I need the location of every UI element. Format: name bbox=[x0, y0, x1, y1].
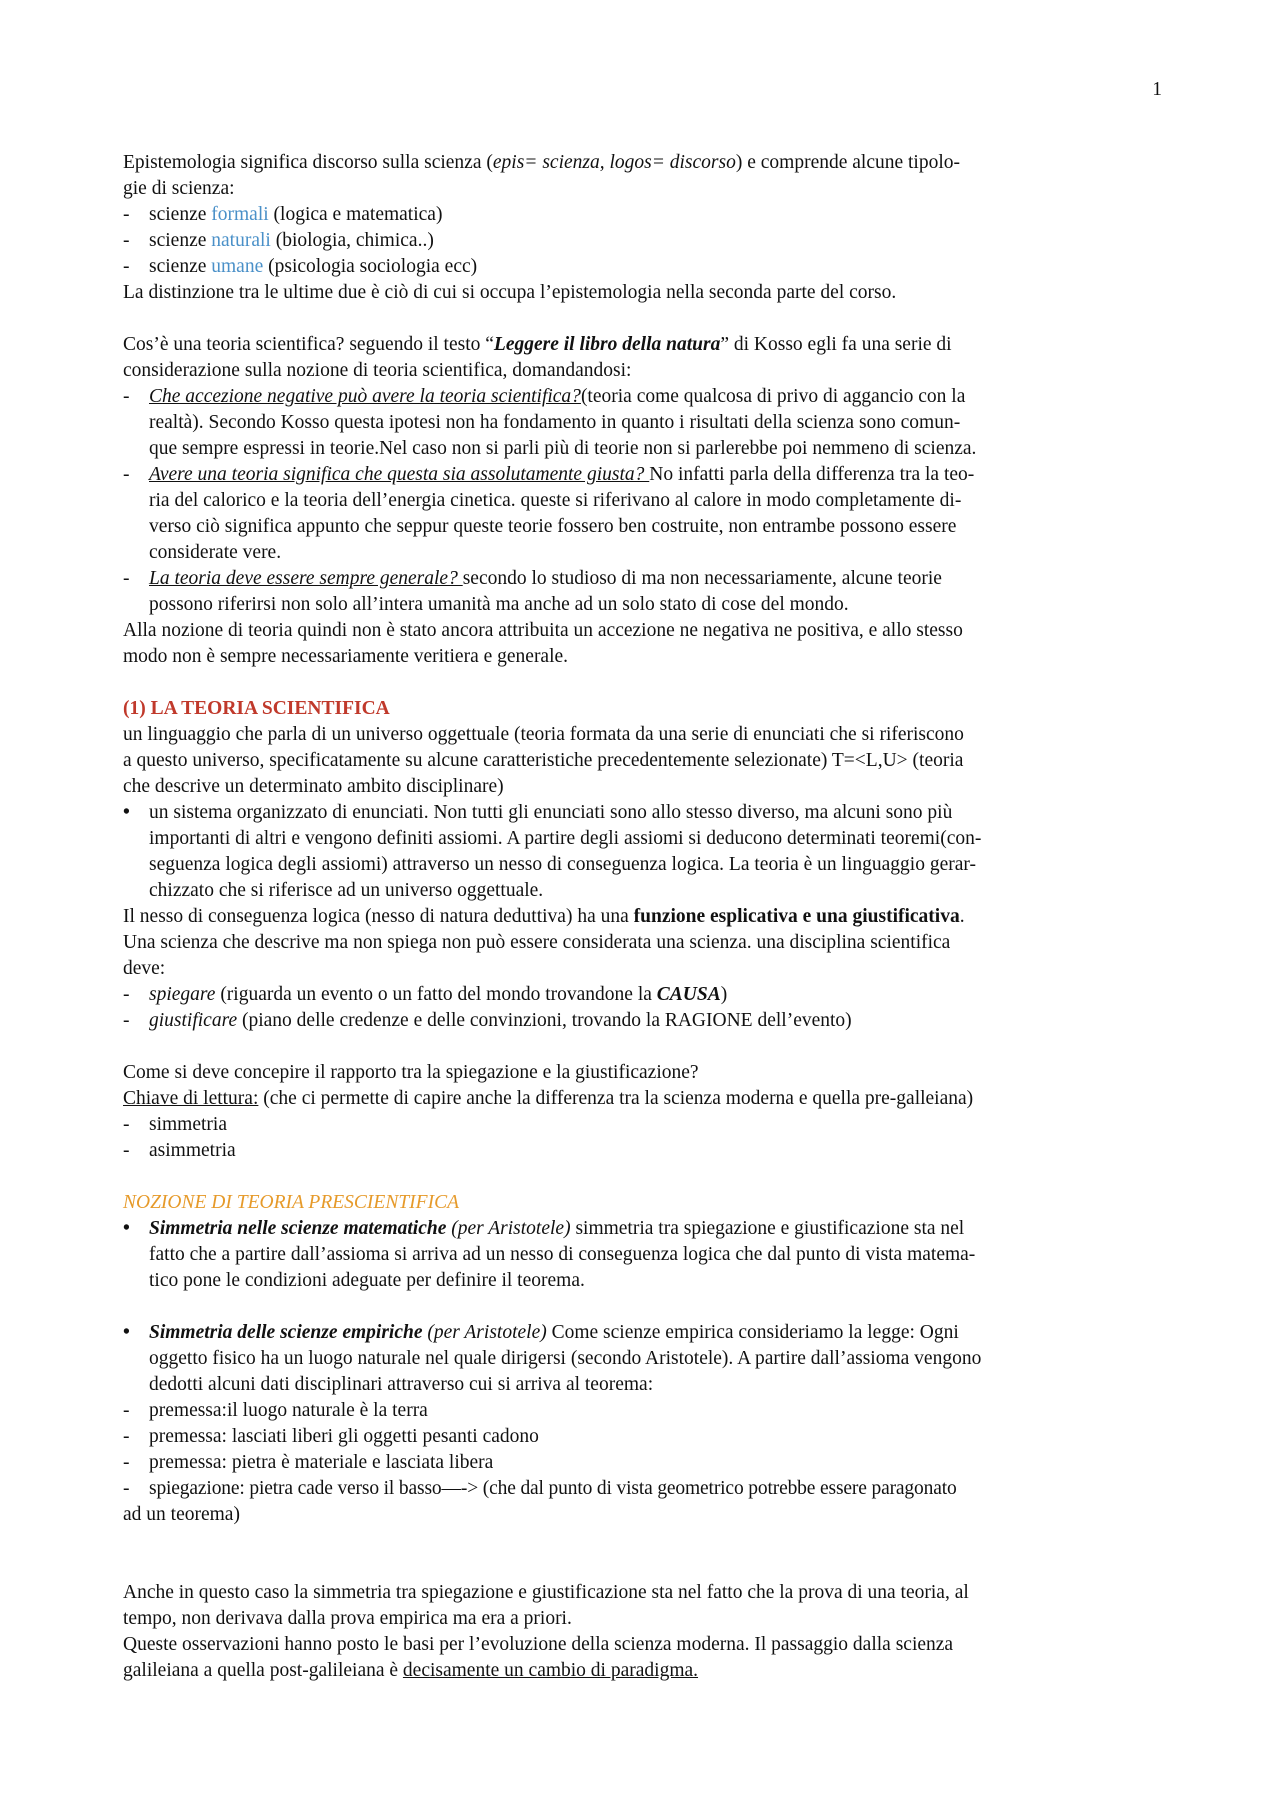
bold-phrase: funzione esplicativa e una giustificativa bbox=[633, 906, 960, 927]
list-item: - simmetria bbox=[123, 1112, 1168, 1138]
list-item-kind: - scienze umane (psicologia sociologia ecc) bbox=[123, 254, 1168, 280]
list-item-giustificare: - giustificare (piano delle credenze e delle convinzioni, trovando la RAGIONE dell’evento) bbox=[123, 1008, 1168, 1034]
rapporto-question: Come si deve concepire il rapporto tra la spiegazione e la giustificazione? bbox=[123, 1062, 699, 1083]
bullet-item: • Simmetria nelle scienze matematiche (per Aristotele) simmetria tra spiegazione e giustificazione sta nel fatto che a partire dall’assioma si arriva ad un nesso di conseguenza logica che dal punto di vista matema- tico pone le condizioni adeguate per definire il teorema. bbox=[123, 1216, 1168, 1294]
nesso-line: Il nesso di conseguenza logica (nesso di natura deduttiva) ha una funzione esplicativa e una giustificativa. bbox=[123, 906, 965, 927]
etymology-italic: epis= scienza, logos= discorso bbox=[492, 152, 736, 173]
question-text: La teoria deve essere sempre generale? bbox=[149, 568, 463, 589]
kosso-line-2: considerazione sulla nozione di teoria scientifica, domandandosi: bbox=[123, 360, 632, 381]
question-text: Che accezione negative può avere la teoria scientifica? bbox=[149, 386, 581, 407]
section-heading-prescientifica: NOZIONE DI TEORIA PRESCIENTIFICA bbox=[123, 1192, 459, 1213]
list-item-kind: - scienze formali (logica e matematica) bbox=[123, 202, 1168, 228]
list-item-spiegare: - spiegare (riguarda un evento o un fatto del mondo trovandone la CAUSA) bbox=[123, 982, 1168, 1008]
chiave-line: Chiave di lettura: (che ci permette di capire anche la differenza tra la scienza moderna e quella pre-galleiana) bbox=[123, 1088, 974, 1109]
spiegazione-cont: ad un teorema) bbox=[123, 1504, 240, 1525]
question-item: - Avere una teoria significa che questa sia assolutamente giusta? No infatti parla della differenza tra la teo- ria del calorico e la teoria dell’energia cinetica. queste si riferivano al calore in modo completamente di- verso ciò significa appunto che seppur queste teorie fossero ben costruite, non entrambe possono essere considerate vere. bbox=[123, 462, 1168, 566]
question-item: - Che accezione negative può avere la teoria scientifica?(teoria come qualcosa di privo di aggancio con la realtà). Secondo Kosso questa ipotesi non ha fondamento in quanto i risultati della scienza sono comun- que sempre espressi in teorie.Nel caso non si parli più di teorie non si parlerebbe poi nemmeno di scienza. bbox=[123, 384, 1168, 462]
bullet-item: • un sistema organizzato di enunciati. Non tutti gli enunciati sono allo stesso diverso, ma alcuni sono più importanti di altri e vengono definiti assiomi. A partire degli assiomi si deducono determinati teoremi(con- seguenza logica degli assiomi) attraverso un nesso di conseguenza logica. La teoria è un linguaggio gerar- chizzato che si riferisce ad un universo oggettuale. bbox=[123, 800, 1168, 904]
list-item-spiegazione: - spiegazione: pietra cade verso il basso—-> (che dal punto di vista geometrico potrebbe essere paragonato bbox=[123, 1476, 1168, 1502]
list-item-premessa: - premessa:il luogo naturale è la terra bbox=[123, 1398, 1168, 1424]
question-text: Avere una teoria significa che questa sia assolutamente giusta? bbox=[149, 464, 650, 485]
closing-last-line: galileiana a quella post-galileiana è decisamente un cambio di paradigma. bbox=[123, 1660, 699, 1681]
intro-conclusion: La distinzione tra le ultime due è ciò di cui si occupa l’epistemologia nella seconda parte del corso. bbox=[123, 282, 897, 303]
highlight-word: naturali bbox=[211, 230, 271, 251]
intro-line-2: gie di scienza: bbox=[123, 178, 235, 199]
chiave-label: Chiave di lettura: bbox=[123, 1088, 259, 1109]
bullet-item: • Simmetria delle scienze empiriche (per Aristotele) Come scienze empirica consideriamo la legge: Ogni oggetto fisico ha un luogo naturale nel quale dirigersi (secondo Aristotele). A partire dall’assioma vengono dedotti alcuni dati disciplinari attraverso cui si arriva al teorema: bbox=[123, 1320, 1168, 1398]
book-title: Leggere il libro della natura bbox=[493, 334, 721, 355]
highlight-word: umane bbox=[211, 256, 264, 277]
highlight-word: formali bbox=[211, 204, 269, 225]
page-number: 1 bbox=[1152, 79, 1162, 100]
list-item-kind: - scienze naturali (biologia, chimica..) bbox=[123, 228, 1168, 254]
intro-line-1: Epistemologia significa discorso sulla scienza (epis= scienza, logos= discorso) e comprende alcune tipolo- bbox=[123, 152, 961, 173]
list-item: - asimmetria bbox=[123, 1138, 1168, 1164]
kosso-conclusion-1: Alla nozione di teoria quindi non è stato ancora attribuita un accezione ne negativa ne positiva, e allo stesso bbox=[123, 620, 963, 641]
underlined-phrase: decisamente un cambio di paradigma. bbox=[402, 1660, 699, 1681]
kosso-conclusion-2: modo non è sempre necessariamente veritiera e generale. bbox=[123, 646, 569, 667]
page-content: Epistemologia significa discorso sulla scienza (epis= scienza, logos= discorso) e comprende alcune tipolo- gie di scienza: - scienze formali (logica e matematica) - scienze naturali (biologia, chimica..) - scienze umane (psicologia sociologia ecc) La distinzione tra le ultime due è ciò di cui si occupa l’epistemologia nella seconda parte del corso. Cos’è una teoria scientifica? seguendo il testo “Leggere il libro della natura” di Kosso egli fa una serie di considerazione sulla nozione di teoria scientifica, domandandosi: - Che accezione negative può avere la teoria scientifica?(teoria come qualcosa di privo di aggancio con la realtà). Secondo Kosso questa ipotesi non ha fondamento in quanto i risultati della scienza sono comun- que sempre espressi in teorie.Nel caso non si parli più di teorie non si parlerebbe poi nemmeno di scienza. - Avere una teoria significa che questa sia assolutamente giusta? No infatti parla della differenza tra la teo- ria del calorico e la teoria dell’energia cinetica. queste si riferivano al calore in modo completamente di- verso ciò significa appunto che seppur queste teorie fossero ben costruite, non entrambe possono essere considerate vere. - La teoria deve essere sempre generale? secondo lo studioso di ma non necessariamente, alcune teorie possono riferirsi non solo all’intera umanità ma anche ad un solo stato di cose del mondo. Alla nozione di teoria quindi non è stato ancora attribuita un accezione ne negativa ne positiva, e allo stesso modo non è sempre necessariamente veritiera e generale. (1) LA TEORIA SCIENTIFICA un linguaggio che parla di un universo oggettuale (teoria formata da una serie di enunciati che si riferiscono a questo universo, specificatamente su alcune caratteristiche precedentemente selezionate) T=<L,U> (teoria che descrive un determinato ambito disciplinare) • un sistema organizzato di enunciati. Non tutti gli enunciati sono allo stesso diverso, ma alcuni sono più importanti di altri e vengono definiti assiomi. A partire degli assiomi si deducono determinati teoremi(con- seguenza logica degli assiomi) attraverso un nesso di conseguenza logica. La teoria è un linguaggio gerar- chizzato che si riferisce ad un universo oggettuale. Il nesso di conseguenza logica (nesso di natura deduttiva) ha una funzione esplicativa e una giustificativa. Una scienza che descrive ma non spiega non può essere considerata una scienza. una disciplina scientifica deve: - spiegare (riguarda un evento o un fatto del mondo trovandone la CAUSA) - giustificare (piano delle credenze e delle convinzioni, trovando la RAGIONE dell’evento) Come si deve concepire il rapporto tra la spiegazione e la giustificazione? Chiave di lettura: (che ci permette di capire anche la differenza tra la scienza moderna e quella pre-galleiana) - simmetria - asimmetria NOZIONE DI TEORIA PRESCIENTIFICA • Simmetria nelle scienze matematiche (per Aristotele) simmetria tra spiegazione e giustificazione sta nel fatto che a partire dall’assioma si arriva ad un nesso di conseguenza logica che dal punto di vista matema- tico pone le condizioni adeguate per definire il teorema. • Simmetria delle scienze empiriche (per Aristotele) Come scienze empirica consideriamo la legge: Ogni oggetto fisico ha un luogo naturale nel quale dirigersi (secondo Aristotele). A partire dall’assioma vengono dedotti alcuni dati disciplinari attraverso cui si arriva al teorema: - premessa:il luogo naturale è la terra - premessa: lasciati liberi gli oggetti pesanti cadono - premessa: pietra è materiale e lasciata libera - spiegazione: pietra cade verso il basso—-> (che dal punto di vista geometrico potrebbe essere paragonato ad un teorema) Anche in questo caso la simmetria tra spiegazione e giustificazione sta nel fatto che la prova di una teoria, al tempo, non derivava dalla prova empirica ma era a priori. Queste osservazioni hanno posto le basi per l’evoluzione della scienza moderna. Il passaggio dalla scienza galileiana a quella post-galileiana è decisamente un cambio di paradigma. bbox=[123, 150, 1168, 1684]
question-item: - La teoria deve essere sempre generale? secondo lo studioso di ma non necessariamente, alcune teorie possono riferirsi non solo all’intera umanità ma anche ad un solo stato di cose del mondo. bbox=[123, 566, 1168, 618]
causa-word: CAUSA bbox=[656, 984, 721, 1005]
section-heading-teoria-scientifica: (1) LA TEORIA SCIENTIFICA bbox=[123, 698, 390, 719]
kosso-line-1: Cos’è una teoria scientifica? seguendo il testo “Leggere il libro della natura” di Kosso egli fa una serie di bbox=[123, 334, 952, 355]
list-item-premessa: - premessa: pietra è materiale e lasciata libera bbox=[123, 1450, 1168, 1476]
list-item-premessa: - premessa: lasciati liberi gli oggetti pesanti cadono bbox=[123, 1424, 1168, 1450]
